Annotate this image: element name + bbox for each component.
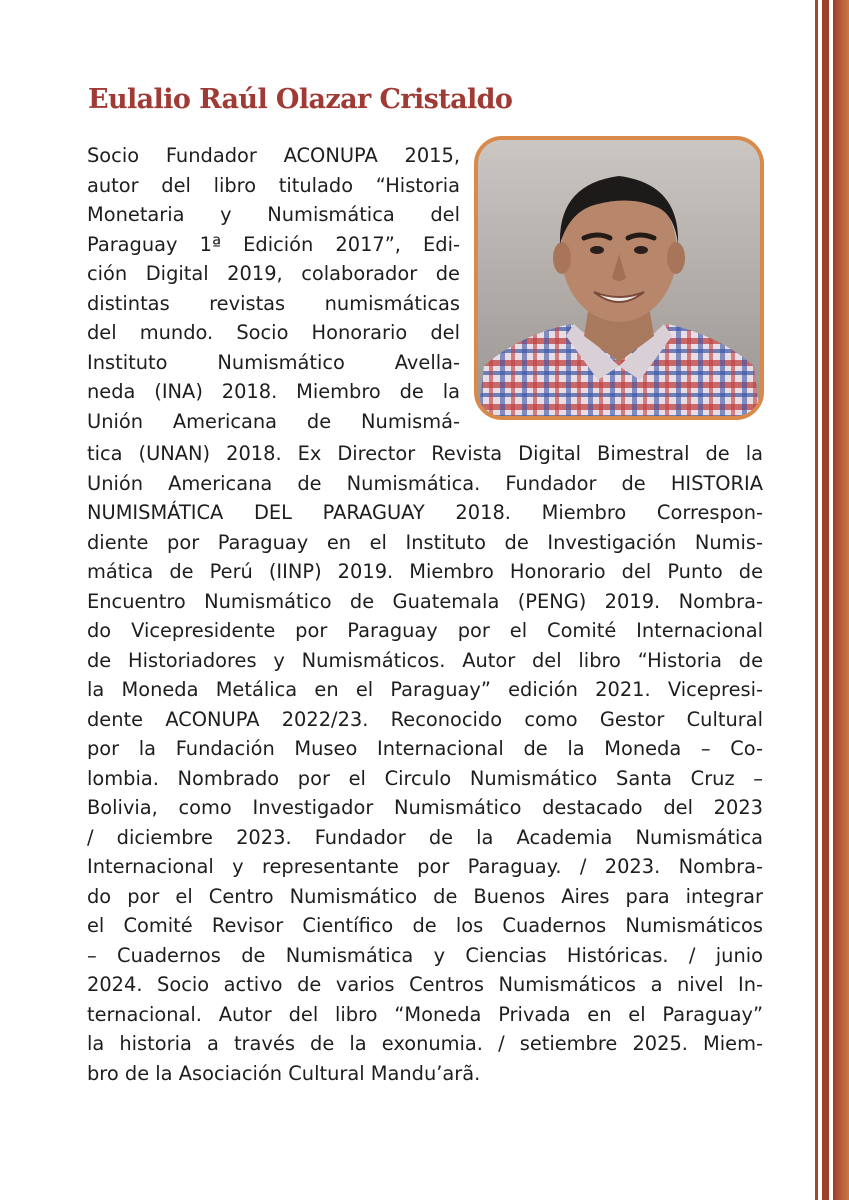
decorative-band-medium [822, 0, 829, 1200]
bio-line: Bolivia, como Investigador Numismático destacado del 2023 [87, 796, 763, 819]
bio-line: ternacional. Autor del libro “Moneda Privada en el Paraguay” [87, 1002, 763, 1026]
bio-line: – Cuadernos de Numismática y Ciencias Históricas. / junio [87, 943, 763, 967]
bio-line: la historia a través de la exonumia. / setiembre 2025. Miem- [87, 1032, 763, 1055]
bio-line: Paraguay 1ª Edición 2017”, Edi- [87, 232, 460, 256]
bio-line: por la Fundación Museo Internacional de la Moneda – Co- [87, 737, 763, 760]
bio-line: Encuentro Numismático de Guatemala (PENG) 2019. Nombra- [87, 589, 763, 613]
portrait-photo [474, 136, 764, 420]
bio-line: lombia. Nombrado por el Circulo Numismático Santa Cruz – [87, 766, 763, 790]
portrait-illustration [478, 140, 760, 416]
bio-line: dente ACONUPA 2022/23. Reconocido como Gestor Cultural [87, 707, 763, 731]
decorative-band-wide [833, 0, 849, 1200]
bio-line: Unión Americana de Numismática. Fundador de HISTORIA [87, 471, 763, 495]
page-title: Eulalio Raúl Olazar Cristaldo [88, 84, 513, 115]
bio-intro [87, 141, 460, 436]
bio-line: mática de Perú (IINP) 2019. Miembro Honorario del Punto de [87, 560, 763, 583]
bio-line: la Moneda Metálica en el Paraguay” edición 2021. Vicepresi- [87, 678, 763, 701]
bio-line: autor del libro titulado “Historia [87, 173, 460, 197]
bio-line: / diciembre 2023. Fundador de la Academia Numismática [87, 825, 763, 849]
bio-line: distintas revistas numismáticas [87, 291, 460, 315]
bio-line: Unión Americana de Numismá- [87, 409, 460, 433]
bio-line: do Vicepresidente por Paraguay por el Comité Internacional [87, 619, 763, 642]
bio-line: Instituto Numismático Avella- [87, 350, 460, 374]
decorative-band-thin [815, 0, 818, 1200]
bio-line: del mundo. Socio Honorario del [87, 321, 460, 344]
bio-line: diente por Paraguay en el Instituto de Investigación Numis- [87, 530, 763, 554]
bio-line: el Comité Revisor Científico de los Cuadernos Numismáticos [87, 914, 763, 937]
bio-line: Socio Fundador ACONUPA 2015, [87, 144, 460, 167]
bio-line-last: bro de la Asociación Cultural Mandu’arã. [87, 1061, 481, 1085]
bio-line: 2024. Socio activo de varios Centros Numismáticos a nivel In- [87, 973, 763, 996]
bio-line: tica (UNAN) 2018. Ex Director Revista Digital Bimestral de la [87, 442, 763, 465]
bio-line: de Historiadores y Numismáticos. Autor del libro “Historia de [87, 648, 763, 672]
bio-continued [87, 439, 763, 1088]
bio-line: ción Digital 2019, colaborador de [87, 262, 460, 285]
bio-line: do por el Centro Numismático de Buenos Aires para integrar [87, 884, 763, 908]
bio-line: Internacional y representante por Paraguay. / 2023. Nombra- [87, 855, 763, 878]
bio-line: NUMISMÁTICA DEL PARAGUAY 2018. Miembro Correspon- [87, 501, 763, 524]
bio-line: neda (INA) 2018. Miembro de la [87, 380, 460, 403]
bio-line: Monetaria y Numismática del [87, 203, 460, 226]
